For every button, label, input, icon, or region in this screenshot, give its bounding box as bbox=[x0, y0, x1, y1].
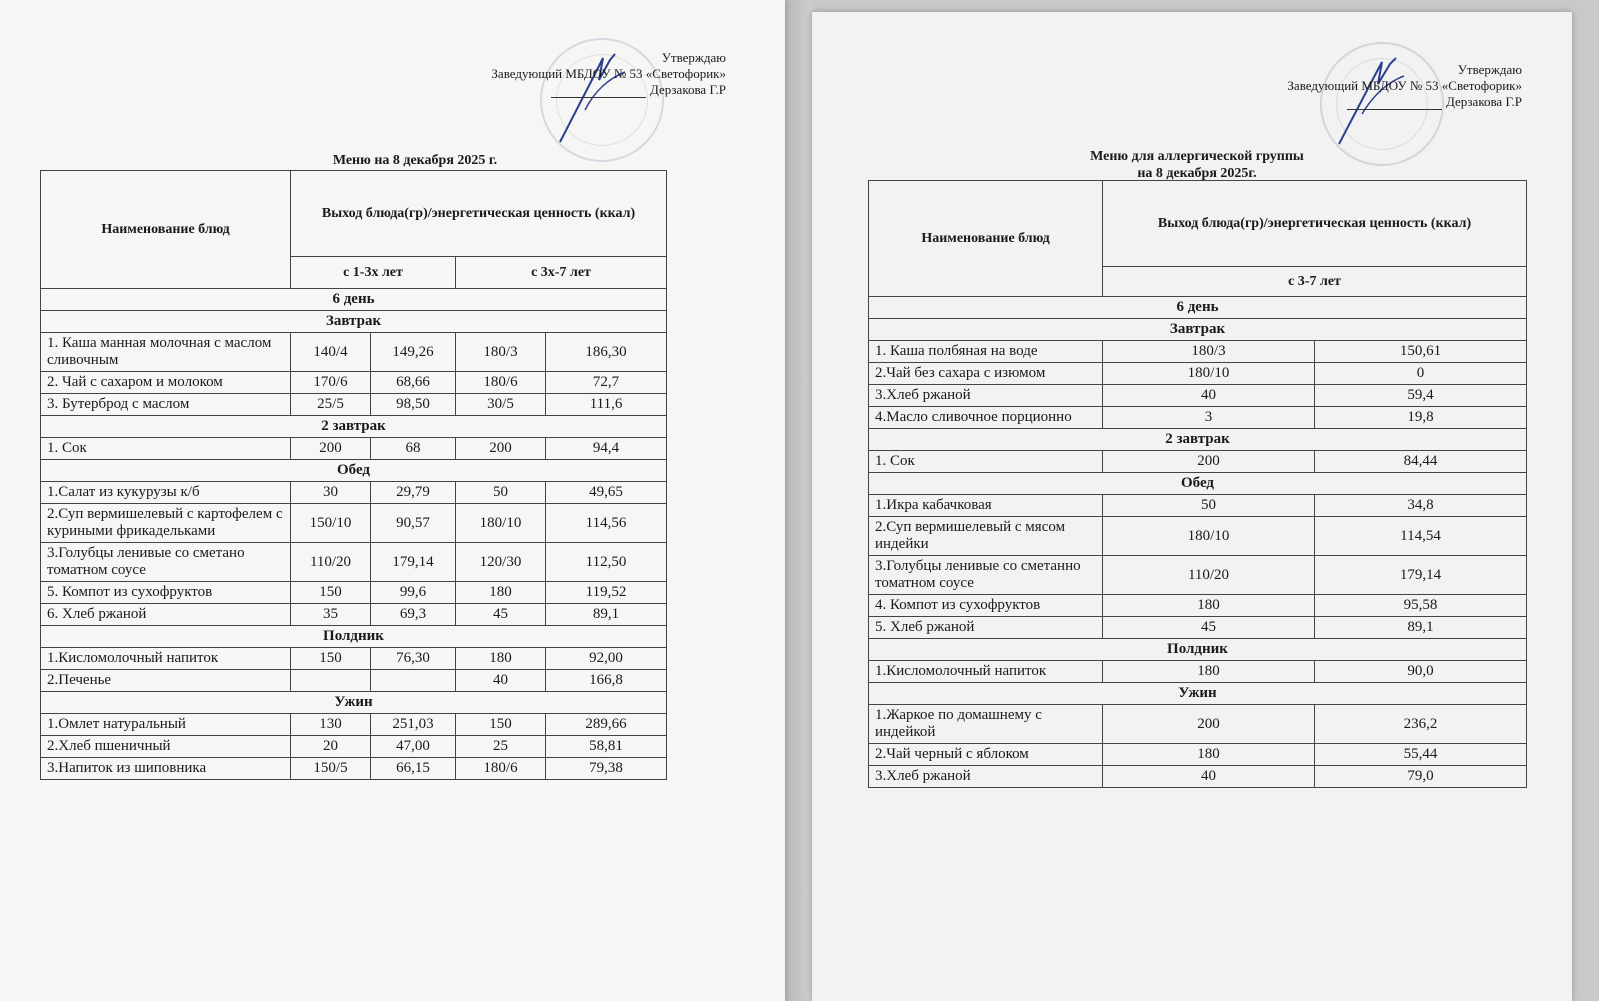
table-row bbox=[41, 670, 667, 692]
output-1-3: 170/6 bbox=[291, 372, 371, 394]
kcal-1-3: 98,50 bbox=[371, 394, 456, 416]
dish-name: 4.Масло сливочное порционно bbox=[869, 407, 1103, 429]
table-row bbox=[41, 543, 667, 582]
table-row bbox=[869, 385, 1527, 407]
menu-title-line-2: на 8 декабря 2025г. bbox=[1137, 166, 1257, 181]
menu-title bbox=[1012, 148, 1382, 182]
section-row bbox=[41, 416, 667, 438]
kcal-1-3: 69,3 bbox=[371, 604, 456, 626]
section-row bbox=[41, 626, 667, 648]
kcal-3-7: 79,38 bbox=[546, 758, 667, 780]
dish-name: 1.Кисломолочный напиток bbox=[41, 648, 291, 670]
kcal-1-3: 90,57 bbox=[371, 504, 456, 543]
header-dish-name: Наименование блюд bbox=[41, 171, 291, 289]
section-row bbox=[41, 692, 667, 714]
kcal-1-3: 66,15 bbox=[371, 758, 456, 780]
dish-name: 6. Хлеб ржаной bbox=[41, 604, 291, 626]
output-1-3: 150/5 bbox=[291, 758, 371, 780]
section-row bbox=[869, 429, 1527, 451]
section-title: Полдник bbox=[41, 626, 667, 648]
section-row bbox=[869, 473, 1527, 495]
section-title: Обед bbox=[869, 473, 1527, 495]
header-age-3-7: с 3х-7 лет bbox=[456, 257, 667, 289]
dish-name: 3.Хлеб ржаной bbox=[869, 766, 1103, 788]
kcal-3-7: 289,66 bbox=[546, 714, 667, 736]
kcal-3-7: 34,8 bbox=[1315, 495, 1527, 517]
table-row bbox=[41, 648, 667, 670]
output-1-3 bbox=[291, 670, 371, 692]
kcal-3-7: 119,52 bbox=[546, 582, 667, 604]
output-3-7: 3 bbox=[1103, 407, 1315, 429]
kcal-1-3: 68 bbox=[371, 438, 456, 460]
header-age-3-7: с 3-7 лет bbox=[1103, 267, 1527, 297]
kcal-3-7: 95,58 bbox=[1315, 595, 1527, 617]
output-3-7: 200 bbox=[1103, 451, 1315, 473]
kcal-3-7: 58,81 bbox=[546, 736, 667, 758]
section-title: 2 завтрак bbox=[869, 429, 1527, 451]
dish-name: 1.Салат из кукурузы к/б bbox=[41, 482, 291, 504]
kcal-3-7: 150,61 bbox=[1315, 341, 1527, 363]
dish-name: 1. Каша манная молочная с маслом сливочным bbox=[41, 333, 291, 372]
kcal-1-3: 251,03 bbox=[371, 714, 456, 736]
dish-name: 2.Чай без сахара с изюмом bbox=[869, 363, 1103, 385]
section-row bbox=[869, 639, 1527, 661]
kcal-3-7: 55,44 bbox=[1315, 744, 1527, 766]
kcal-3-7: 186,30 bbox=[546, 333, 667, 372]
output-3-7: 180 bbox=[456, 648, 546, 670]
table-row bbox=[869, 407, 1527, 429]
section-title: Ужин bbox=[869, 683, 1527, 705]
kcal-3-7: 166,8 bbox=[546, 670, 667, 692]
kcal-3-7: 79,0 bbox=[1315, 766, 1527, 788]
table-row bbox=[41, 604, 667, 626]
dish-name: 1. Сок bbox=[869, 451, 1103, 473]
menu-title-line-1: Меню для аллергической группы bbox=[1090, 149, 1304, 164]
paper-gap-shadow bbox=[785, 0, 812, 1001]
approval-line-2: Заведующий МБДОУ № 53 «Светофорик» bbox=[491, 66, 726, 81]
output-3-7: 180/3 bbox=[1103, 341, 1315, 363]
output-3-7: 180/3 bbox=[456, 333, 546, 372]
dish-name: 1.Кисломолочный напиток bbox=[869, 661, 1103, 683]
approval-line-3: Дерзакова Г.Р bbox=[649, 82, 726, 97]
output-3-7: 180/6 bbox=[456, 372, 546, 394]
section-title: Завтрак bbox=[41, 311, 667, 333]
dish-name: 2.Печенье bbox=[41, 670, 291, 692]
output-3-7: 45 bbox=[456, 604, 546, 626]
table-row bbox=[41, 714, 667, 736]
output-1-3: 140/4 bbox=[291, 333, 371, 372]
table-row bbox=[869, 556, 1527, 595]
header-output: Выход блюда(гр)/энергетическая ценность (ккал) bbox=[291, 171, 667, 257]
output-3-7: 180/10 bbox=[1103, 517, 1315, 556]
table-row bbox=[869, 661, 1527, 683]
output-1-3: 130 bbox=[291, 714, 371, 736]
dish-name: 1.Омлет натуральный bbox=[41, 714, 291, 736]
output-1-3: 200 bbox=[291, 438, 371, 460]
output-3-7: 110/20 bbox=[1103, 556, 1315, 595]
approval-line-3: Дерзакова Г.Р bbox=[1445, 94, 1522, 109]
dish-name: 2.Суп вермишелевый с картофелем с куриными фрикадельками bbox=[41, 504, 291, 543]
kcal-3-7: 111,6 bbox=[546, 394, 667, 416]
output-1-3: 25/5 bbox=[291, 394, 371, 416]
output-3-7: 25 bbox=[456, 736, 546, 758]
section-title: Полдник bbox=[869, 639, 1527, 661]
output-3-7: 180 bbox=[1103, 744, 1315, 766]
output-3-7: 180 bbox=[1103, 661, 1315, 683]
table-row bbox=[41, 438, 667, 460]
output-1-3: 150/10 bbox=[291, 504, 371, 543]
kcal-3-7: 112,50 bbox=[546, 543, 667, 582]
menu-sheet-left bbox=[0, 0, 785, 1001]
header-dish-name: Наименование блюд bbox=[869, 181, 1103, 297]
day-label: 6 день bbox=[41, 289, 667, 311]
output-3-7: 180/10 bbox=[1103, 363, 1315, 385]
day-label: 6 день bbox=[869, 297, 1527, 319]
dish-name: 5. Хлеб ржаной bbox=[869, 617, 1103, 639]
output-1-3: 150 bbox=[291, 648, 371, 670]
kcal-3-7: 0 bbox=[1315, 363, 1527, 385]
kcal-3-7: 114,54 bbox=[1315, 517, 1527, 556]
output-1-3: 20 bbox=[291, 736, 371, 758]
kcal-3-7: 92,00 bbox=[546, 648, 667, 670]
kcal-3-7: 49,65 bbox=[546, 482, 667, 504]
table-row bbox=[869, 595, 1527, 617]
dish-name: 2. Чай с сахаром и молоком bbox=[41, 372, 291, 394]
menu-title: Меню на 8 декабря 2025 г. bbox=[332, 153, 498, 168]
dish-name: 4. Компот из сухофруктов bbox=[869, 595, 1103, 617]
output-1-3: 30 bbox=[291, 482, 371, 504]
dish-name: 1.Жаркое по домашнему с индейкой bbox=[869, 705, 1103, 744]
table-row bbox=[869, 617, 1527, 639]
table-row bbox=[41, 394, 667, 416]
menu-table-left bbox=[40, 170, 667, 780]
table-row bbox=[41, 333, 667, 372]
kcal-3-7: 236,2 bbox=[1315, 705, 1527, 744]
kcal-1-3 bbox=[371, 670, 456, 692]
header-output: Выход блюда(гр)/энергетическая ценность (ккал) bbox=[1103, 181, 1527, 267]
kcal-3-7: 90,0 bbox=[1315, 661, 1527, 683]
kcal-1-3: 47,00 bbox=[371, 736, 456, 758]
output-3-7: 180/6 bbox=[456, 758, 546, 780]
output-3-7: 40 bbox=[1103, 385, 1315, 407]
output-1-3: 150 bbox=[291, 582, 371, 604]
output-3-7: 120/30 bbox=[456, 543, 546, 582]
section-title: 2 завтрак bbox=[41, 416, 667, 438]
section-row bbox=[869, 683, 1527, 705]
output-3-7: 50 bbox=[456, 482, 546, 504]
kcal-3-7: 94,4 bbox=[546, 438, 667, 460]
output-3-7: 40 bbox=[1103, 766, 1315, 788]
dish-name: 2.Чай черный с яблоком bbox=[869, 744, 1103, 766]
header-age-1-3: с 1-3х лет bbox=[291, 257, 456, 289]
kcal-3-7: 89,1 bbox=[1315, 617, 1527, 639]
approval-line-2: Заведующий МБДОУ № 53 «Светофорик» bbox=[1287, 78, 1522, 93]
kcal-3-7: 59,4 bbox=[1315, 385, 1527, 407]
approval-block bbox=[400, 50, 726, 98]
approval-line-1: Утверждаю bbox=[1457, 62, 1522, 77]
kcal-1-3: 76,30 bbox=[371, 648, 456, 670]
kcal-3-7: 84,44 bbox=[1315, 451, 1527, 473]
dish-name: 1. Сок bbox=[41, 438, 291, 460]
output-1-3: 110/20 bbox=[291, 543, 371, 582]
kcal-3-7: 89,1 bbox=[546, 604, 667, 626]
kcal-3-7: 72,7 bbox=[546, 372, 667, 394]
dish-name: 5. Компот из сухофруктов bbox=[41, 582, 291, 604]
kcal-3-7: 179,14 bbox=[1315, 556, 1527, 595]
table-row bbox=[41, 372, 667, 394]
table-row bbox=[41, 736, 667, 758]
output-3-7: 180 bbox=[456, 582, 546, 604]
dish-name: 1. Каша полбяная на воде bbox=[869, 341, 1103, 363]
output-3-7: 180 bbox=[1103, 595, 1315, 617]
table-row bbox=[869, 451, 1527, 473]
kcal-1-3: 179,14 bbox=[371, 543, 456, 582]
dish-name: 1.Икра кабачковая bbox=[869, 495, 1103, 517]
dish-name: 3.Хлеб ржаной bbox=[869, 385, 1103, 407]
kcal-1-3: 99,6 bbox=[371, 582, 456, 604]
menu-table-right bbox=[868, 180, 1527, 788]
kcal-3-7: 19,8 bbox=[1315, 407, 1527, 429]
section-row bbox=[41, 460, 667, 482]
table-row bbox=[869, 705, 1527, 744]
section-title: Обед bbox=[41, 460, 667, 482]
kcal-3-7: 114,56 bbox=[546, 504, 667, 543]
section-row bbox=[41, 311, 667, 333]
output-3-7: 200 bbox=[456, 438, 546, 460]
output-3-7: 40 bbox=[456, 670, 546, 692]
table-row bbox=[41, 582, 667, 604]
table-row bbox=[869, 517, 1527, 556]
approval-block bbox=[1172, 62, 1522, 110]
dish-name: 3.Голубцы ленивые со сметанно томатном соусе bbox=[869, 556, 1103, 595]
output-3-7: 180/10 bbox=[456, 504, 546, 543]
output-3-7: 150 bbox=[456, 714, 546, 736]
table-row bbox=[41, 758, 667, 780]
dish-name: 3. Бутерброд с маслом bbox=[41, 394, 291, 416]
output-3-7: 30/5 bbox=[456, 394, 546, 416]
dish-name: 2.Хлеб пшеничный bbox=[41, 736, 291, 758]
output-3-7: 50 bbox=[1103, 495, 1315, 517]
section-title: Ужин bbox=[41, 692, 667, 714]
table-row bbox=[869, 341, 1527, 363]
output-3-7: 45 bbox=[1103, 617, 1315, 639]
table-row bbox=[869, 766, 1527, 788]
table-row bbox=[41, 504, 667, 543]
output-1-3: 35 bbox=[291, 604, 371, 626]
output-3-7: 200 bbox=[1103, 705, 1315, 744]
section-title: Завтрак bbox=[869, 319, 1527, 341]
table-row bbox=[869, 363, 1527, 385]
section-row bbox=[869, 319, 1527, 341]
kcal-1-3: 68,66 bbox=[371, 372, 456, 394]
dish-name: 2.Суп вермишелевый с мясом индейки bbox=[869, 517, 1103, 556]
menu-sheet-right bbox=[812, 12, 1572, 1001]
table-row bbox=[869, 495, 1527, 517]
table-row bbox=[869, 744, 1527, 766]
approval-line-1: Утверждаю bbox=[661, 50, 726, 65]
kcal-1-3: 29,79 bbox=[371, 482, 456, 504]
dish-name: 3.Голубцы ленивые со сметано томатном соусе bbox=[41, 543, 291, 582]
dish-name: 3.Напиток из шиповника bbox=[41, 758, 291, 780]
kcal-1-3: 149,26 bbox=[371, 333, 456, 372]
table-row bbox=[41, 482, 667, 504]
